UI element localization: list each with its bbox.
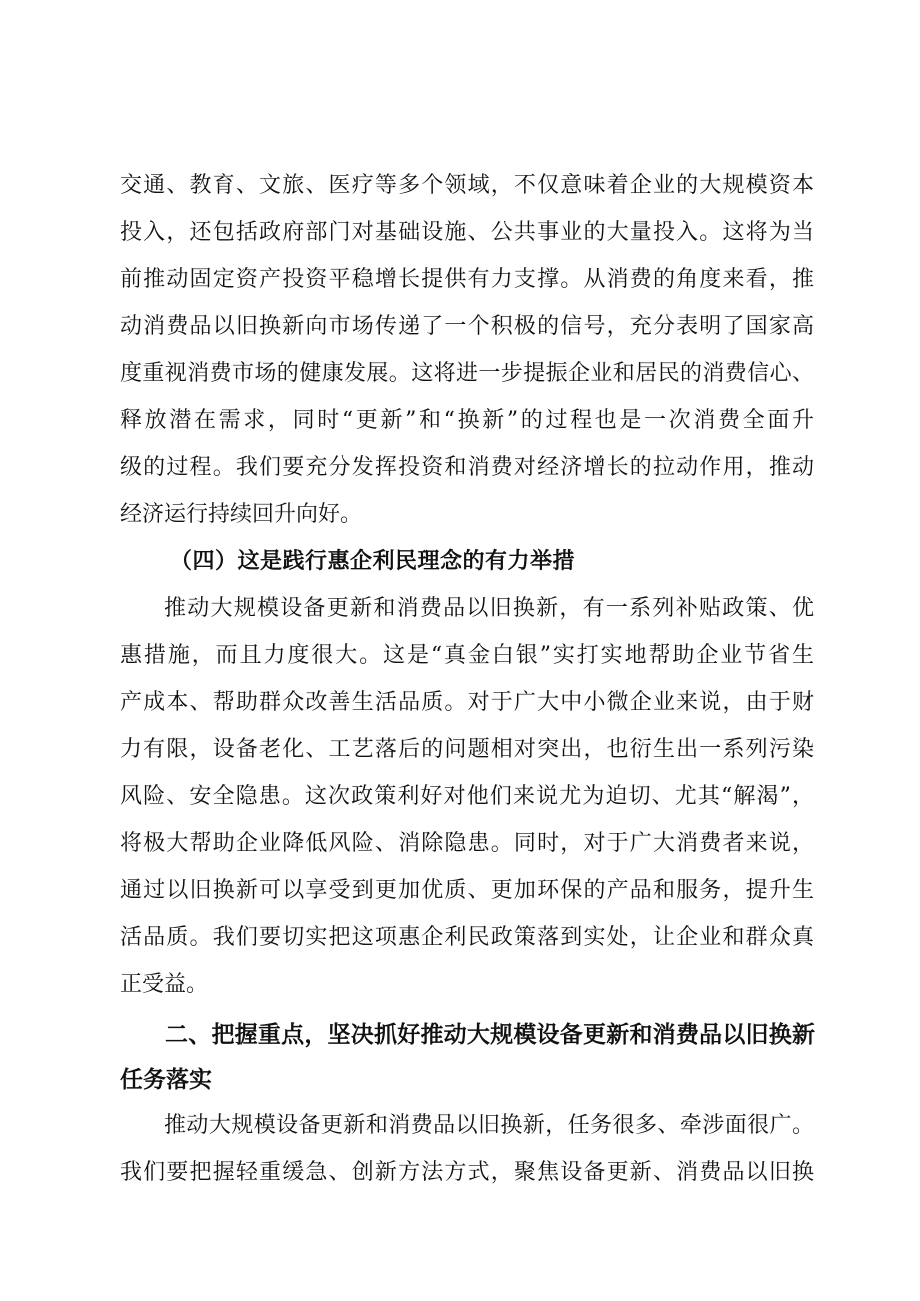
paragraph-1-line-4: 动消费品以旧换新向市场传递了一个积极的信号，充分表明了国家高 [120,314,814,339]
paragraph-2-line-2: 惠措施，而且力度很大。这是“真金白银”实打实地帮助企业节省生 [120,643,814,668]
paragraph-1-line-2: 投入，还包括政府部门对基础设施、公共事业的大量投入。这将为当 [120,220,814,245]
section-2-heading-line-2: 任务落实 [120,1067,212,1093]
paragraph-1-line-8: 经济运行持续回升向好。 [120,502,363,527]
paragraph-2-line-3: 产成本、帮助群众改善生活品质。对于广大中小微企业来说，由于财 [120,690,814,715]
paragraph-2-line-7: 通过以旧换新可以享受到更加优质、更加环保的产品和服务，提升生 [120,878,814,903]
paragraph-2-line-1: 推动大规模设备更新和消费品以旧换新，有一系列补贴政策、优 [164,596,814,621]
paragraph-2-line-9: 正受益。 [120,972,209,997]
section-2-heading-line-1: 二、把握重点，坚决抓好推动大规模设备更新和消费品以旧换新 [165,1022,815,1048]
paragraph-3-line-2: 我们要把握轻重缓急、创新方法方式，聚焦设备更新、消费品以旧换 [120,1160,814,1185]
paragraph-2-line-8: 活品质。我们要切实把这项惠企利民政策落到实处，让企业和群众真 [120,925,814,950]
paragraph-2-line-6: 将极大帮助企业降低风险、消除隐患。同时，对于广大消费者来说， [120,831,814,856]
paragraph-1-line-6: 释放潜在需求，同时“更新”和“换新”的过程也是一次消费全面升 [120,408,814,433]
paragraph-1-line-5: 度重视消费市场的健康发展。这将进一步提振企业和居民的消费信心、 [120,361,814,386]
paragraph-1-line-3: 前推动固定资产投资平稳增长提供有力支撑。从消费的角度来看，推 [120,267,814,292]
paragraph-1-line-1: 交通、教育、文旅、医疗等多个领域，不仅意味着企业的大规模资本 [120,173,814,198]
paragraph-2-line-4: 力有限，设备老化、工艺落后的问题相对突出，也衍生出一系列污染 [120,737,814,762]
paragraph-1-line-7: 级的过程。我们要充分发挥投资和消费对经济增长的拉动作用，推动 [120,455,814,480]
paragraph-2-line-5: 风险、安全隐患。这次政策利好对他们来说尤为迫切、尤其“解渴”， [120,784,814,809]
subheading-4: （四）这是践行惠企利民理念的有力举措 [170,549,576,574]
paragraph-3-line-1: 推动大规模设备更新和消费品以旧换新，任务很多、牵涉面很广。 [164,1113,814,1138]
